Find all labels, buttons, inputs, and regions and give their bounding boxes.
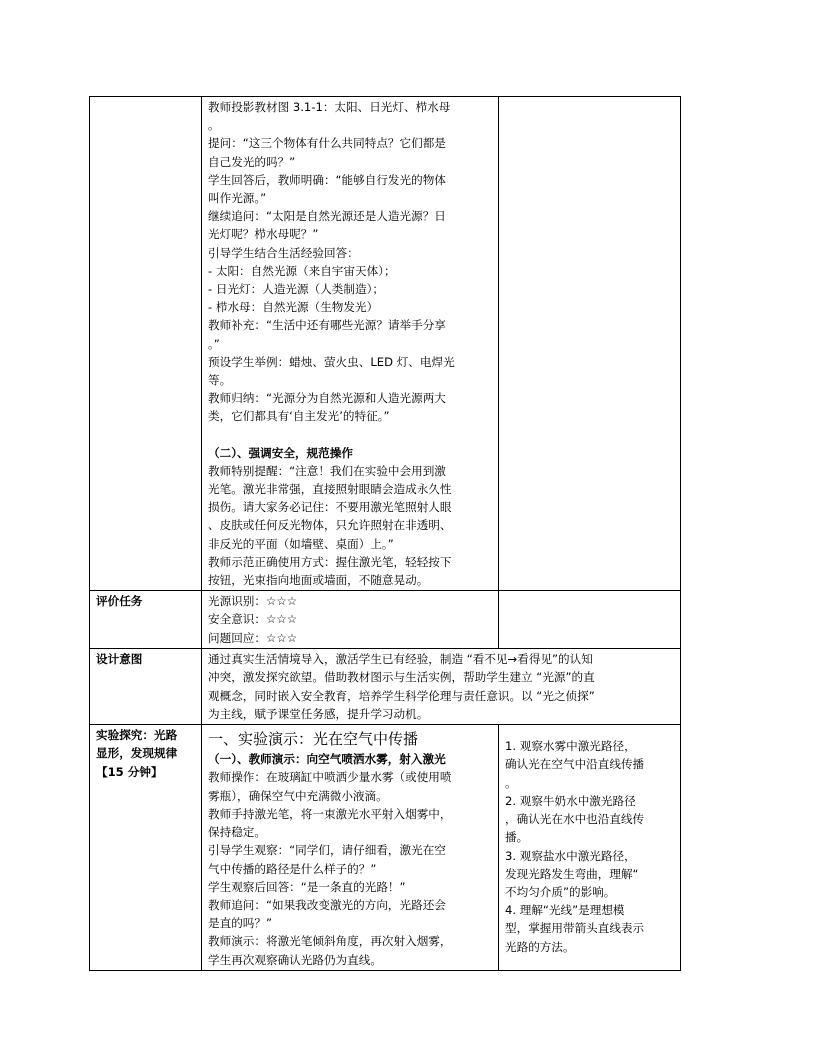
goal-line: 光路的方法。 [505,939,575,954]
goal-line: 。 [505,775,517,790]
text-line: 教师归纳：“光源分为自然光源和人造光源两大 [208,391,446,406]
evaluation-item: 光源识别：☆☆☆ [208,594,298,609]
text-line: 。” [208,336,220,351]
text-line: 教师特别提醒：“注意！我们在实验中会用到激 [208,463,446,478]
goal-line: 不均匀介质”的影响。 [505,884,616,899]
evaluation-content [202,591,499,649]
safety-heading: （二）、强调安全，规范操作 [208,445,353,460]
text-line: 教师补充：“生活中还有哪些光源？请举手分享 [208,318,446,333]
experiment-content [202,725,499,970]
text-line: 引导学生观察：“同学们，请仔细看，激光在空 [208,843,446,858]
text-line: 为主线，赋予课堂任务感，提升学习动机。 [208,706,429,721]
text-line: 保持稳定。 [208,825,266,840]
text-line: - 栉水母：自然光源（生物发光） [208,300,379,315]
text-line: 教师投影教材图 3.1-1：太阳、日光灯、栉水母 [208,100,451,114]
row-teaching-process [90,97,681,591]
text-line: 提问：“这三个物体有什么共同特点？它们都是 [208,136,446,151]
design-intent-content [202,649,681,725]
text-line: 通过真实生活情境导入，激活学生已有经验，制造 “看不见→看得见”的认知 [208,652,593,667]
text-line: 按钮，光束指向地面或墙面，不随意晃动。 [208,573,429,588]
goal-line: 3. 观察盐水中激光路径， [505,848,636,863]
text-line: 是直的吗？” [208,916,272,931]
text-line: 学生回答后，教师明确：“能够自行发光的物体 [208,172,446,187]
label-line: 实验探究：光路 [96,728,178,743]
text-line: 教师手持激光笔，将一束激光水平射入烟雾中， [208,806,452,821]
row1-right-cell [499,97,681,591]
row-evaluation [90,591,681,649]
text-line: 非反光的平面（如墙壁、桌面）上。” [208,536,394,551]
sub-heading: （一）、教师演示：向空气喷洒水雾，射入激光 [208,752,446,767]
spacer [208,426,492,444]
label-line: 【15 分钟】 [96,764,163,779]
experiment-goals [499,725,681,970]
text-line: - 太阳：自然光源（来自宇宙天体）； [208,263,396,278]
text-line: 继续追问：“太阳是自然光源还是人造光源？日 [208,209,446,224]
row1-intro-lines [208,98,492,426]
text-line: 类，它们都具有‘自主发光’的特征。” [208,409,390,424]
text-line: 光灯呢？栉水母呢？” [208,227,319,242]
text-line: 自己发光的吗？” [208,154,296,169]
text-line: 学生观察后回答：“是一条直的光路！” [208,879,406,894]
goal-line: ，确认光在水中也沿直线传 [505,812,645,827]
section-title: 一、实验演示：光在空气中传播 [208,730,419,749]
safety-lines [208,462,492,589]
evaluation-item: 问题回应：☆☆☆ [208,630,298,645]
goal-line: 确认光在空气中沿直线传播 [505,757,645,772]
text-line: 教师追问：“如果我改变激光的方向，光路还会 [208,897,446,912]
text-line: 损伤。请大家务必记住：不要用激光笔照射人眼 [208,500,452,515]
row-design-intent [90,649,681,725]
goal-line: 发现光路发生弯曲，理解“ [505,866,639,881]
row-experiment [90,725,681,970]
text-line: 气中传播的路径是什么样子的？” [208,861,377,876]
text-line: - 日光灯：人造光源（人类制造）； [208,282,384,297]
text-line: 教师示范正确使用方式：握住激光笔，轻轻按下 [208,554,452,569]
text-line: 等。 [208,373,232,388]
text-line: 教师演示：将激光笔倾斜角度，再次射入烟雾， [208,934,452,949]
text-line: 引导学生结合生活经验回答： [208,245,359,260]
text-line: 、皮肤或任何反光物体，只允许照射在非透明、 [208,518,452,533]
text-line: 观概念，同时嵌入安全教育，培养学生科学伦理与责任意识。以 “光之侦探” [208,688,595,703]
evaluation-label: 评价任务 [90,591,202,649]
text-line: 预设学生举例：蜡烛、萤火虫、LED 灯、电焊光 [208,354,455,369]
text-line: 雾瓶），确保空气中充满微小液滴。 [208,788,388,803]
row1-label-cell [90,97,202,591]
text-line: 光笔。激光非常强，直接照射眼睛会造成永久性 [208,482,452,497]
text-line: 教师操作：在玻璃缸中喷洒少量水雾（或使用喷 [208,770,452,785]
goal-line: 2. 观察牛奶水中激光路径 [505,793,636,808]
goal-line: 1. 观察水雾中激光路径， [505,739,636,754]
lesson-plan-table [89,96,681,971]
design-intent-label: 设计意图 [90,649,202,725]
label-line: 显形，发现规律 [96,746,178,761]
text-line: 冲突，激发探究欲望。借助教材图示与生活实例，帮助学生建立 “光源”的直 [208,670,595,685]
goal-line: 4. 理解“光线”是理想模 [505,903,625,918]
text-line: 。 [208,118,220,133]
text-line: 学生再次观察确认光路仍为直线。 [208,952,382,967]
evaluation-right-cell [499,591,681,649]
goal-line: 型，掌握用带箭头直线表示 [505,921,645,936]
evaluation-item: 安全意识：☆☆☆ [208,612,298,627]
text-line: 叫作光源。” [208,191,267,206]
goal-line: 播。 [505,830,529,845]
experiment-label [90,725,202,970]
row1-content-cell [202,97,499,591]
